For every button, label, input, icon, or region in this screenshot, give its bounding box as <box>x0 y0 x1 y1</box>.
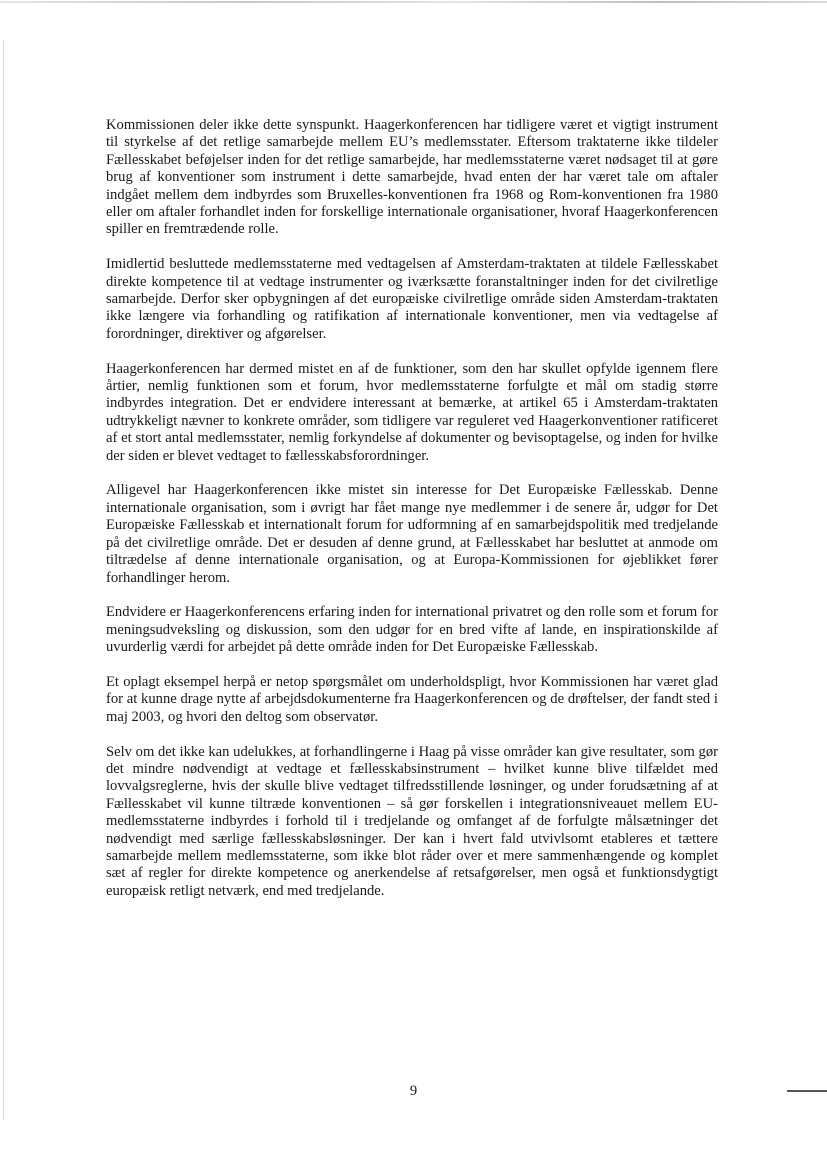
scan-edge-left <box>3 40 4 1120</box>
paragraph-3: Haagerkonferencen har dermed mistet en af de funktioner, som den har skullet opfylde igennem flere årtier, nemlig funktionen som et forum, hvor medlemsstaterne forfulgte et mål om stadig større indbyrdes integration. Det er endvidere interessant at bemærke, at artikel 65 i Amsterdam-traktaten udtrykkeligt nævner to konkrete områder, som tidligere var reguleret ved Haagerkonventioner ratificeret af et stort antal medlemsstater, nemlig forkyndelse af dokumenter og bevisoptagelse, og inden for hvilke der siden er blevet vedtaget to fællesskabsforordninger. <box>106 360 718 464</box>
document-body <box>106 117 718 918</box>
paragraph-4: Alligevel har Haagerkonferencen ikke mistet sin interesse for Det Europæiske Fællesskab. Denne internationale organisation, som i øvrigt har fået mange nye medlemmer i de senere år, udgør for Det Europæiske Fællesskab et internationalt forum for udformning af en samarbejdspolitik med tredjelande på det civilretlige område. Det er desuden af denne grund, at Fællesskabet har besluttet at anmode om tiltrædelse af denne internationale organisation, og at Europa-Kommissionen for øjeblikket fører forhandlinger herom. <box>106 482 718 586</box>
page-number: 9 <box>409 1083 418 1099</box>
paragraph-6: Et oplagt eksempel herpå er netop spørgsmålet om underholdspligt, hvor Kommissionen har været glad for at kunne drage nytte af arbejdsdokumenterne fra Haagerkonferencen og de drøftelser, der fandt sted i maj 2003, og hvori den deltog som observatør. <box>106 673 718 725</box>
paragraph-7: Selv om det ikke kan udelukkes, at forhandlingerne i Haag på visse områder kan give resultater, som gør det mindre nødvendigt at vedtage et fællesskabsinstrument – hvilket kunne blive tilfældet med lovvalgsreglerne, hvis der skulle blive vedtaget tilfredsstillende løsninger, og under forudsætning af at Fællesskabet vil kunne tiltræde konventionen – så gør forskellen i integrationsniveauet mellem EU-medlemsstaterne indbyrdes i forhold til i tredjelande og omfanget af de forfulgte målsætninger det nødvendigt med særlige fællesskabsløsninger. Der kan i hvert fald utvivlsomt etableres et tættere samarbejde mellem medlemsstaterne, som ikke blot råder over et mere sammenhængende og komplet sæt af regler for direkte kompetence og anerkendelse af retsafgørelser, men også et funktionsdygtigt europæisk retligt netværk, end med tredjelande. <box>106 743 718 899</box>
paragraph-1: Kommissionen deler ikke dette synspunkt. Haagerkonferencen har tidligere været et vigtigt instrument til styrkelse af det retlige samarbejde mellem EU’s medlemsstater. Eftersom traktaterne ikke tildeler Fællesskabet beføjelser inden for det retlige samarbejde, har medlemsstaterne været nødsaget til at gøre brug af konventioner som instrument i dette samarbejde, hvad enten der har været tale om aftaler indgået mellem dem indbyrdes som Bruxelles-konventionen fra 1968 og Rom-konventionen fra 1980 eller om aftaler forhandlet inden for forskellige internationale organisationer, hvoraf Haagerkonferencen spiller en fremtrædende rolle. <box>106 117 718 238</box>
paragraph-5: Endvidere er Haagerkonferencens erfaring inden for international privatret og den rolle som et forum for meningsudveksling og diskussion, som den udgør for en bred vifte af lande, en inspirationskilde af uvurderlig værdi for arbejdet på dette område inden for Det Europæiske Fællesskab. <box>106 604 718 656</box>
scan-edge-top <box>0 1 827 3</box>
paragraph-2: Imidlertid besluttede medlemsstaterne med vedtagelsen af Amsterdam-traktaten at tildele Fællesskabet direkte kompetence til at vedtage instrumenter og iværksætte foranstaltninger inden for det civilretlige samarbejde. Derfor sker opbygningen af det europæiske civilretlige område siden Amsterdam-traktaten ikke længere via forhandling og ratifikation af internationale konventioner, men via vedtagelse af forordninger, direktiver og afgørelser. <box>106 256 718 342</box>
